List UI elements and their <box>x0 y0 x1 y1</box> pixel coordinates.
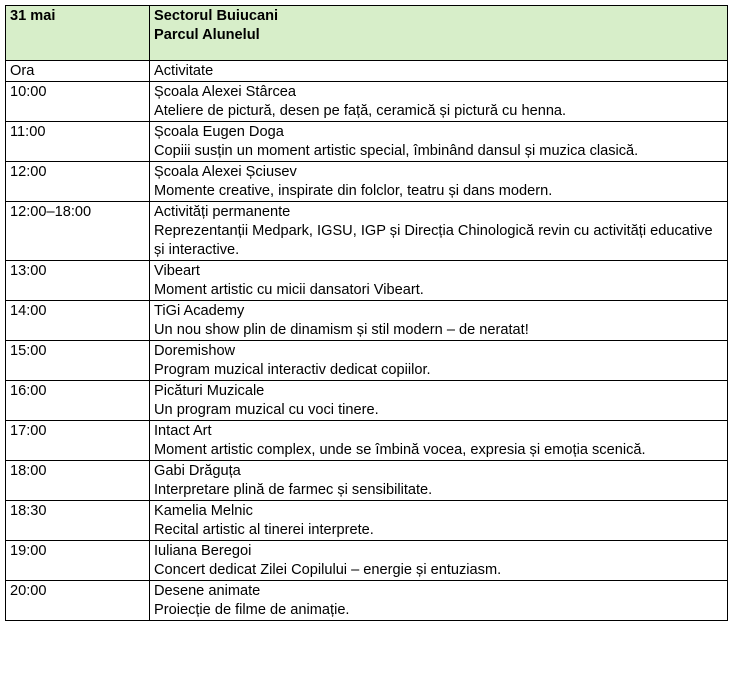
activity-cell <box>150 461 728 501</box>
date-cell <box>6 6 150 61</box>
activity-title: Doremishow <box>154 343 236 359</box>
table-row <box>6 581 728 621</box>
activity-cell <box>150 381 728 421</box>
activity-title: Picături Muzicale <box>154 383 265 399</box>
time-cell: 13:00 <box>6 261 150 301</box>
activity-description: Un program muzical cu voci tinere. <box>154 402 379 418</box>
table-row <box>6 381 728 421</box>
table-row <box>6 202 728 261</box>
table-row <box>6 301 728 341</box>
time-column-header: Ora <box>6 61 150 82</box>
activity-cell <box>150 301 728 341</box>
activity-description: Recital artistic al tinerei interprete. <box>154 522 374 538</box>
time-cell: 18:00 <box>6 461 150 501</box>
activity-description: Moment artistic cu micii dansatori Vibeart. <box>154 282 424 298</box>
header-row <box>6 6 728 61</box>
activity-description: Reprezentanții Medpark, IGSU, IGP și Direcția Chinologică revin cu activități educative și interactive. <box>154 223 713 258</box>
table-row <box>6 82 728 122</box>
activity-cell <box>150 341 728 381</box>
activity-description: Ateliere de pictură, desen pe față, ceramică și pictură cu henna. <box>154 103 567 119</box>
activity-title: TiGi Academy <box>154 303 245 319</box>
table-row <box>6 341 728 381</box>
activity-title: Școala Eugen Doga <box>154 124 284 140</box>
activity-description: Proiecție de filme de animație. <box>154 602 350 618</box>
activity-description: Interpretare plină de farmec și sensibilitate. <box>154 482 433 498</box>
activity-column-header: Activitate <box>150 61 728 82</box>
activity-title: Desene animate <box>154 583 261 599</box>
activity-description: Momente creative, inspirate din folclor, teatru și dans modern. <box>154 183 553 199</box>
time-cell: 12:00–18:00 <box>6 202 150 261</box>
activity-cell <box>150 541 728 581</box>
time-cell: 14:00 <box>6 301 150 341</box>
activity-cell <box>150 202 728 261</box>
activity-title: Intact Art <box>154 423 212 439</box>
time-cell: 17:00 <box>6 421 150 461</box>
sector-label: Sectorul Buiucani <box>154 8 279 24</box>
activity-description: Copiii susțin un moment artistic special, îmbinând dansul și muzica clasică. <box>154 143 639 159</box>
time-cell: 18:30 <box>6 501 150 541</box>
time-cell: 19:00 <box>6 541 150 581</box>
time-cell: 11:00 <box>6 122 150 162</box>
activity-title: Kamelia Melnic <box>154 503 253 519</box>
schedule-table <box>5 5 728 621</box>
activity-cell <box>150 581 728 621</box>
activity-description: Concert dedicat Zilei Copilului – energie și entuziasm. <box>154 562 502 578</box>
activity-title: Vibeart <box>154 263 200 279</box>
time-cell: 10:00 <box>6 82 150 122</box>
activity-cell <box>150 421 728 461</box>
time-cell: 12:00 <box>6 162 150 202</box>
date-label: 31 mai <box>10 8 56 24</box>
time-cell: 15:00 <box>6 341 150 381</box>
activity-title: Gabi Drăguța <box>154 463 241 479</box>
table-row <box>6 421 728 461</box>
time-cell: 20:00 <box>6 581 150 621</box>
activity-cell <box>150 122 728 162</box>
activity-cell <box>150 501 728 541</box>
table-row <box>6 541 728 581</box>
activity-title: Iuliana Beregoi <box>154 543 252 559</box>
location-cell <box>150 6 728 61</box>
activity-description: Un nou show plin de dinamism și stil modern – de neratat! <box>154 322 529 338</box>
activity-cell <box>150 261 728 301</box>
table-row <box>6 122 728 162</box>
activity-title: Școala Alexei Stârcea <box>154 84 296 100</box>
table-row <box>6 261 728 301</box>
activity-title: Activități permanente <box>154 204 291 220</box>
activity-cell <box>150 82 728 122</box>
table-row <box>6 162 728 202</box>
activity-title: Școala Alexei Șciusev <box>154 164 297 180</box>
park-label: Parcul Alunelul <box>154 27 260 43</box>
column-header-row <box>6 61 728 82</box>
time-cell: 16:00 <box>6 381 150 421</box>
activity-description: Program muzical interactiv dedicat copiilor. <box>154 362 431 378</box>
table-row <box>6 461 728 501</box>
table-row <box>6 501 728 541</box>
activity-cell <box>150 162 728 202</box>
activity-description: Moment artistic complex, unde se îmbină vocea, expresia și emoția scenică. <box>154 442 646 458</box>
